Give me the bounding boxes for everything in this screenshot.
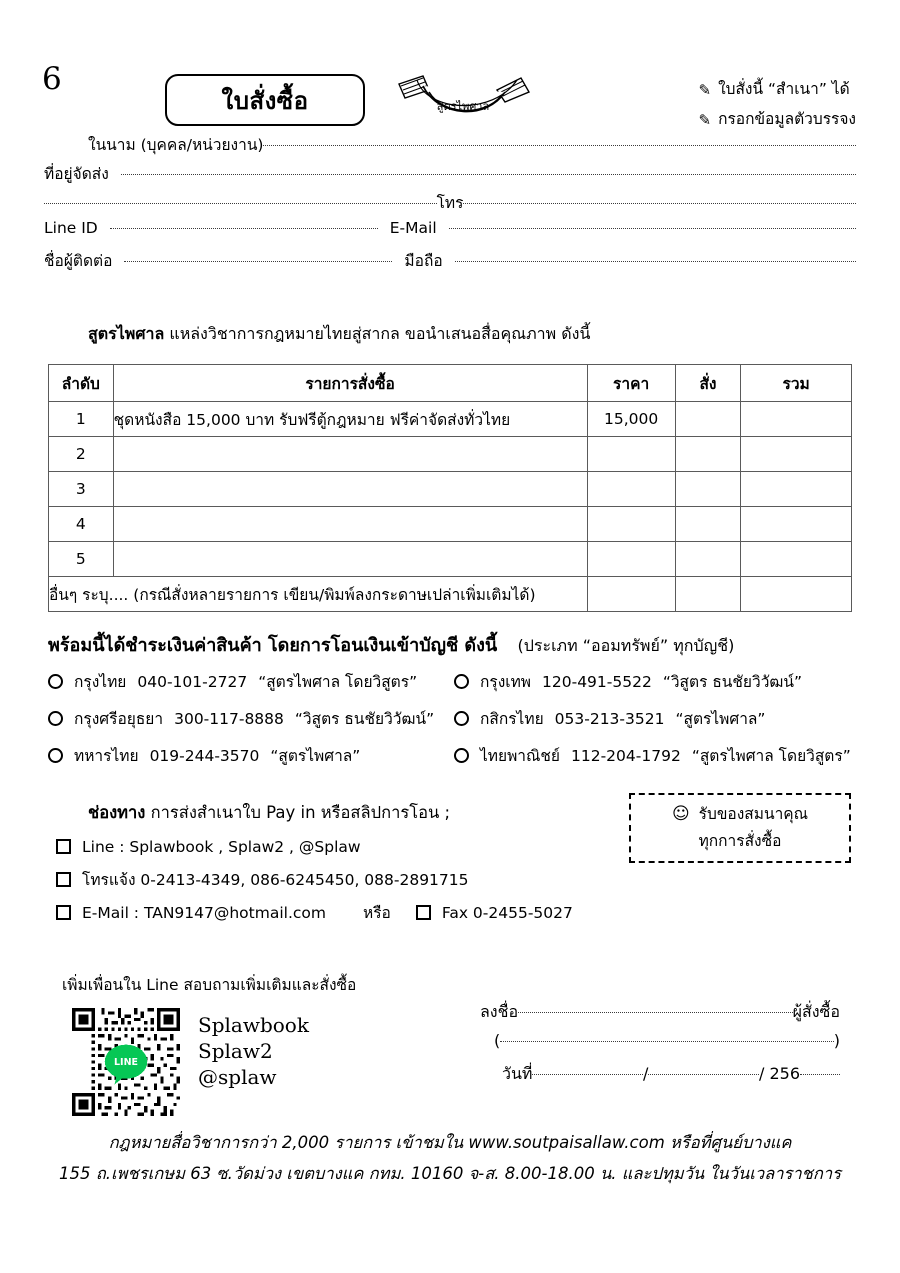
date-separator: / — [643, 1064, 649, 1083]
mobile-label: มือถือ — [404, 252, 443, 270]
line-id-input[interactable] — [110, 227, 378, 229]
bank-account-owner: “สูตรไพศาล” — [675, 710, 766, 728]
row-price[interactable]: 15,000 — [587, 402, 675, 437]
intro-line — [88, 322, 590, 347]
radio-icon[interactable] — [454, 748, 469, 763]
page-title: ใบสั่งซื้อ — [221, 86, 309, 115]
bank-account-number: 019-244-3570 — [149, 746, 260, 765]
bank-row — [48, 700, 868, 737]
bank-name: กรุงศรีอยุธยา — [74, 710, 164, 728]
bank-account-owner: “สูตรไพศาล” — [270, 747, 361, 765]
header-note-fill — [698, 104, 856, 134]
signature-block — [480, 1000, 840, 1093]
bank-option-scb[interactable] — [454, 743, 868, 768]
field-row-name — [0, 132, 900, 161]
document-title-box — [165, 74, 365, 126]
table-row — [49, 402, 852, 437]
payment-heading-text: พร้อมนี้ได้ชำระเงินค่าสินค้า โดยการโอนเงินเข้าบัญชี ดังนี้ — [48, 635, 498, 656]
table-row — [49, 542, 852, 577]
header-note-copy-label: ใบสั่งนี้ “สำเนา” ได้ — [718, 80, 850, 98]
row-sum[interactable] — [741, 402, 852, 437]
channel-line-label: Line : Splawbook , Splaw2 , @Splaw — [82, 837, 361, 856]
row-qty[interactable] — [675, 402, 741, 437]
mobile-input[interactable] — [455, 260, 856, 262]
soutpaisal-logo — [393, 70, 533, 128]
row-price[interactable] — [587, 472, 675, 507]
email-input[interactable] — [449, 227, 856, 229]
row-no: 5 — [49, 542, 114, 577]
checkbox-icon[interactable] — [416, 905, 431, 920]
smiley-icon: ☺ — [671, 804, 690, 824]
bank-option-tmb[interactable] — [48, 743, 454, 768]
table-row — [49, 437, 852, 472]
row-price[interactable] — [587, 542, 675, 577]
phone-input[interactable] — [463, 202, 856, 204]
channel-email-label: E-Mail : TAN9147@hotmail.com — [82, 903, 326, 922]
other-label[interactable]: อื่นๆ ระบุ.... (กรณีสั่งหลายรายการ เขียน/พิมพ์ลงกระดาษเปล่าเพิ่มเติมได้) — [49, 577, 588, 612]
channel-heading-rest: การส่งสำเนาใบ Pay in หรือสลิปการโอน ; — [150, 803, 451, 822]
row-item[interactable]: ชุดหนังสือ 15,000 บาท รับฟรีตู้กฎหมาย ฟรีค่าจัดส่งทั่วไทย — [113, 402, 587, 437]
payment-heading — [48, 630, 734, 659]
bank-account-number: 112-204-1792 — [571, 746, 681, 765]
header-qty: สั่ง — [675, 365, 741, 402]
radio-icon[interactable] — [454, 674, 469, 689]
table-row — [49, 472, 852, 507]
bank-name: กรุงไทย — [74, 673, 127, 691]
bank-name: กรุงเทพ — [480, 673, 532, 691]
channel-heading-bold: ช่องทาง — [88, 803, 146, 822]
address-input-line2[interactable] — [44, 202, 437, 204]
bank-account-owner: “สูตรไพศาล โดยวิสูตร” — [258, 673, 418, 691]
line-id-1: Splawbook — [198, 1013, 309, 1037]
row-sum[interactable] — [741, 542, 852, 577]
header-notes — [698, 74, 856, 134]
line-id-label: Line ID — [44, 219, 98, 237]
row-no: 2 — [49, 437, 114, 472]
contact-name-input[interactable] — [124, 260, 392, 262]
bank-account-number: 053-213-3521 — [554, 709, 665, 728]
row-sum[interactable] — [741, 437, 852, 472]
row-no: 4 — [49, 507, 114, 542]
bank-option-kasikorn[interactable] — [454, 706, 868, 731]
row-qty[interactable] — [675, 437, 741, 472]
phone-label: โทร — [436, 194, 464, 212]
field-row-lineid-email — [0, 219, 900, 248]
table-row — [49, 507, 852, 542]
row-no: 3 — [49, 472, 114, 507]
other-qty[interactable] — [675, 577, 741, 612]
bank-row — [48, 737, 868, 774]
customer-form — [0, 132, 900, 277]
field-row-address — [0, 161, 900, 190]
channel-or-label: หรือ — [362, 904, 391, 922]
field-row-address2-phone — [0, 190, 900, 219]
bank-name: กสิกรไทย — [480, 710, 544, 728]
channel-fax-label: Fax 0-2455-5027 — [441, 903, 573, 922]
header-note-fill-label: กรอกข้อมูลตัวบรรจง — [718, 110, 856, 128]
channel-heading — [88, 800, 450, 826]
row-sum[interactable] — [741, 472, 852, 507]
bank-account-number: 300-117-8888 — [174, 709, 284, 728]
radio-icon[interactable] — [48, 711, 63, 726]
channel-checkbox-list — [56, 830, 656, 929]
radio-icon[interactable] — [48, 674, 63, 689]
bank-row — [48, 663, 868, 700]
promo-gift-box — [629, 793, 851, 863]
name-label: ในนาม (บุคคล/หน่วยงาน) — [88, 136, 264, 154]
signature-row — [480, 1000, 840, 1031]
row-item[interactable] — [113, 507, 587, 542]
promo-text-1: รับของสมนาคุณ — [698, 805, 809, 823]
date-year-prefix: / 256 — [758, 1064, 800, 1083]
bank-name: ทหารไทย — [74, 747, 139, 765]
row-qty[interactable] — [675, 542, 741, 577]
bank-option-krungsri[interactable] — [48, 706, 454, 731]
line-qr-code[interactable] — [72, 1008, 180, 1116]
page-number: 6 — [42, 61, 62, 97]
page-header — [0, 30, 900, 129]
bank-option-krungthai[interactable] — [48, 669, 454, 694]
table-row-other — [49, 577, 852, 612]
bank-option-bangkok[interactable] — [454, 669, 868, 694]
line-id-3: @splaw — [198, 1065, 277, 1089]
header-no: ลำดับ — [49, 365, 114, 402]
promo-line-1 — [672, 801, 808, 828]
bank-account-list — [48, 663, 868, 774]
address-input[interactable] — [121, 173, 856, 175]
header-sum: รวม — [741, 365, 852, 402]
payment-account-type-note: (ประเภท “ออมทรัพย์” ทุกบัญชี) — [517, 636, 735, 655]
checkbox-icon[interactable] — [56, 839, 71, 854]
bank-account-owner: “สูตรไพศาล โดยวิสูตร” — [691, 747, 851, 765]
footer-line-2: 155 ถ.เพชรเกษม 63 ซ.วัดม่วง เขตบางแค กทม. 10160 จ-ส. 8.00-18.00 น. และปทุมวัน ในวันเวลาราชการ — [59, 1164, 841, 1183]
date-day-input[interactable] — [532, 1073, 643, 1075]
contact-name-label: ชื่อผู้ติดต่อ — [44, 252, 113, 270]
row-price[interactable] — [587, 437, 675, 472]
intro-text: แหล่งวิชาการกฎหมายไทยสู่สากล ขอนำเสนอสื่อคุณภาพ ดังนี้ — [169, 324, 591, 343]
row-item[interactable] — [113, 542, 587, 577]
address-label: ที่อยู่จัดส่ง — [44, 165, 109, 183]
pen-icon: ✎ — [698, 111, 712, 129]
row-price[interactable] — [587, 507, 675, 542]
date-month-input[interactable] — [648, 1073, 759, 1075]
paren-open: ( — [494, 1031, 501, 1050]
radio-icon[interactable] — [48, 748, 63, 763]
row-qty[interactable] — [675, 507, 741, 542]
svg-text:LINE: LINE — [114, 1056, 138, 1068]
line-invite-text: เพิ่มเพื่อนใน Line สอบถามเพิ่มเติมและสั่งซื้อ — [62, 976, 357, 994]
date-row — [480, 1062, 840, 1093]
line-id-labels — [198, 1012, 309, 1090]
bank-account-number: 040-101-2727 — [137, 672, 248, 691]
radio-icon[interactable] — [454, 711, 469, 726]
signature-label: ลงชื่อ — [480, 1002, 519, 1021]
promo-text-2: ทุกการสั่งซื้อ — [698, 832, 782, 850]
row-qty[interactable] — [675, 472, 741, 507]
channel-option-line[interactable] — [56, 830, 656, 863]
other-price[interactable] — [587, 577, 675, 612]
footer-line-1: กฎหมายสื่อวิชาการกว่า 2,000 รายการ เข้าชมใน www.soutpaisallaw.com หรือที่ศูนย์บางแค — [108, 1133, 792, 1152]
other-sum[interactable] — [741, 577, 852, 612]
page-footer — [0, 1127, 900, 1189]
bank-account-owner: “วิสูตร ธนชัยวิวัฒน์” — [662, 673, 803, 691]
row-sum[interactable] — [741, 507, 852, 542]
bank-account-owner: “วิสูตร ธนชัยวิวัฒน์” — [294, 710, 435, 728]
row-item[interactable] — [113, 472, 587, 507]
header-note-copy — [698, 74, 856, 104]
table-header-row — [49, 365, 852, 402]
checkbox-icon[interactable] — [56, 905, 71, 920]
brand-name: สูตรไพศาล — [88, 324, 165, 343]
paren-close: ) — [833, 1031, 840, 1050]
date-year-input[interactable] — [800, 1073, 840, 1075]
channel-phone-label: โทรแจ้ง 0-2413-4349, 086-6245450, 088-2891715 — [82, 871, 469, 889]
header-price: ราคา — [587, 365, 675, 402]
date-label: วันที่ — [502, 1064, 533, 1083]
channel-option-phone[interactable] — [56, 863, 656, 896]
row-item[interactable] — [113, 437, 587, 472]
signature-name-row — [480, 1031, 840, 1062]
signature-name-input[interactable] — [500, 1040, 834, 1042]
row-no: 1 — [49, 402, 114, 437]
field-row-contact-mobile — [0, 248, 900, 277]
bank-name: ไทยพาณิชย์ — [480, 747, 560, 765]
pen-icon: ✎ — [698, 81, 712, 99]
order-table — [48, 364, 852, 612]
line-id-2: Splaw2 — [198, 1039, 273, 1063]
channel-option-email-fax — [56, 896, 656, 929]
signature-input[interactable] — [518, 1011, 792, 1013]
checkbox-icon[interactable] — [56, 872, 71, 887]
header-item: รายการสั่งซื้อ — [113, 365, 587, 402]
name-input[interactable] — [263, 144, 856, 146]
signature-suffix: ผู้สั่งซื้อ — [792, 1002, 840, 1021]
svg-text:สูตรไพศาล: สูตรไพศาล — [436, 100, 490, 113]
email-label: E-Mail — [389, 219, 437, 237]
bank-account-number: 120-491-5522 — [542, 672, 652, 691]
